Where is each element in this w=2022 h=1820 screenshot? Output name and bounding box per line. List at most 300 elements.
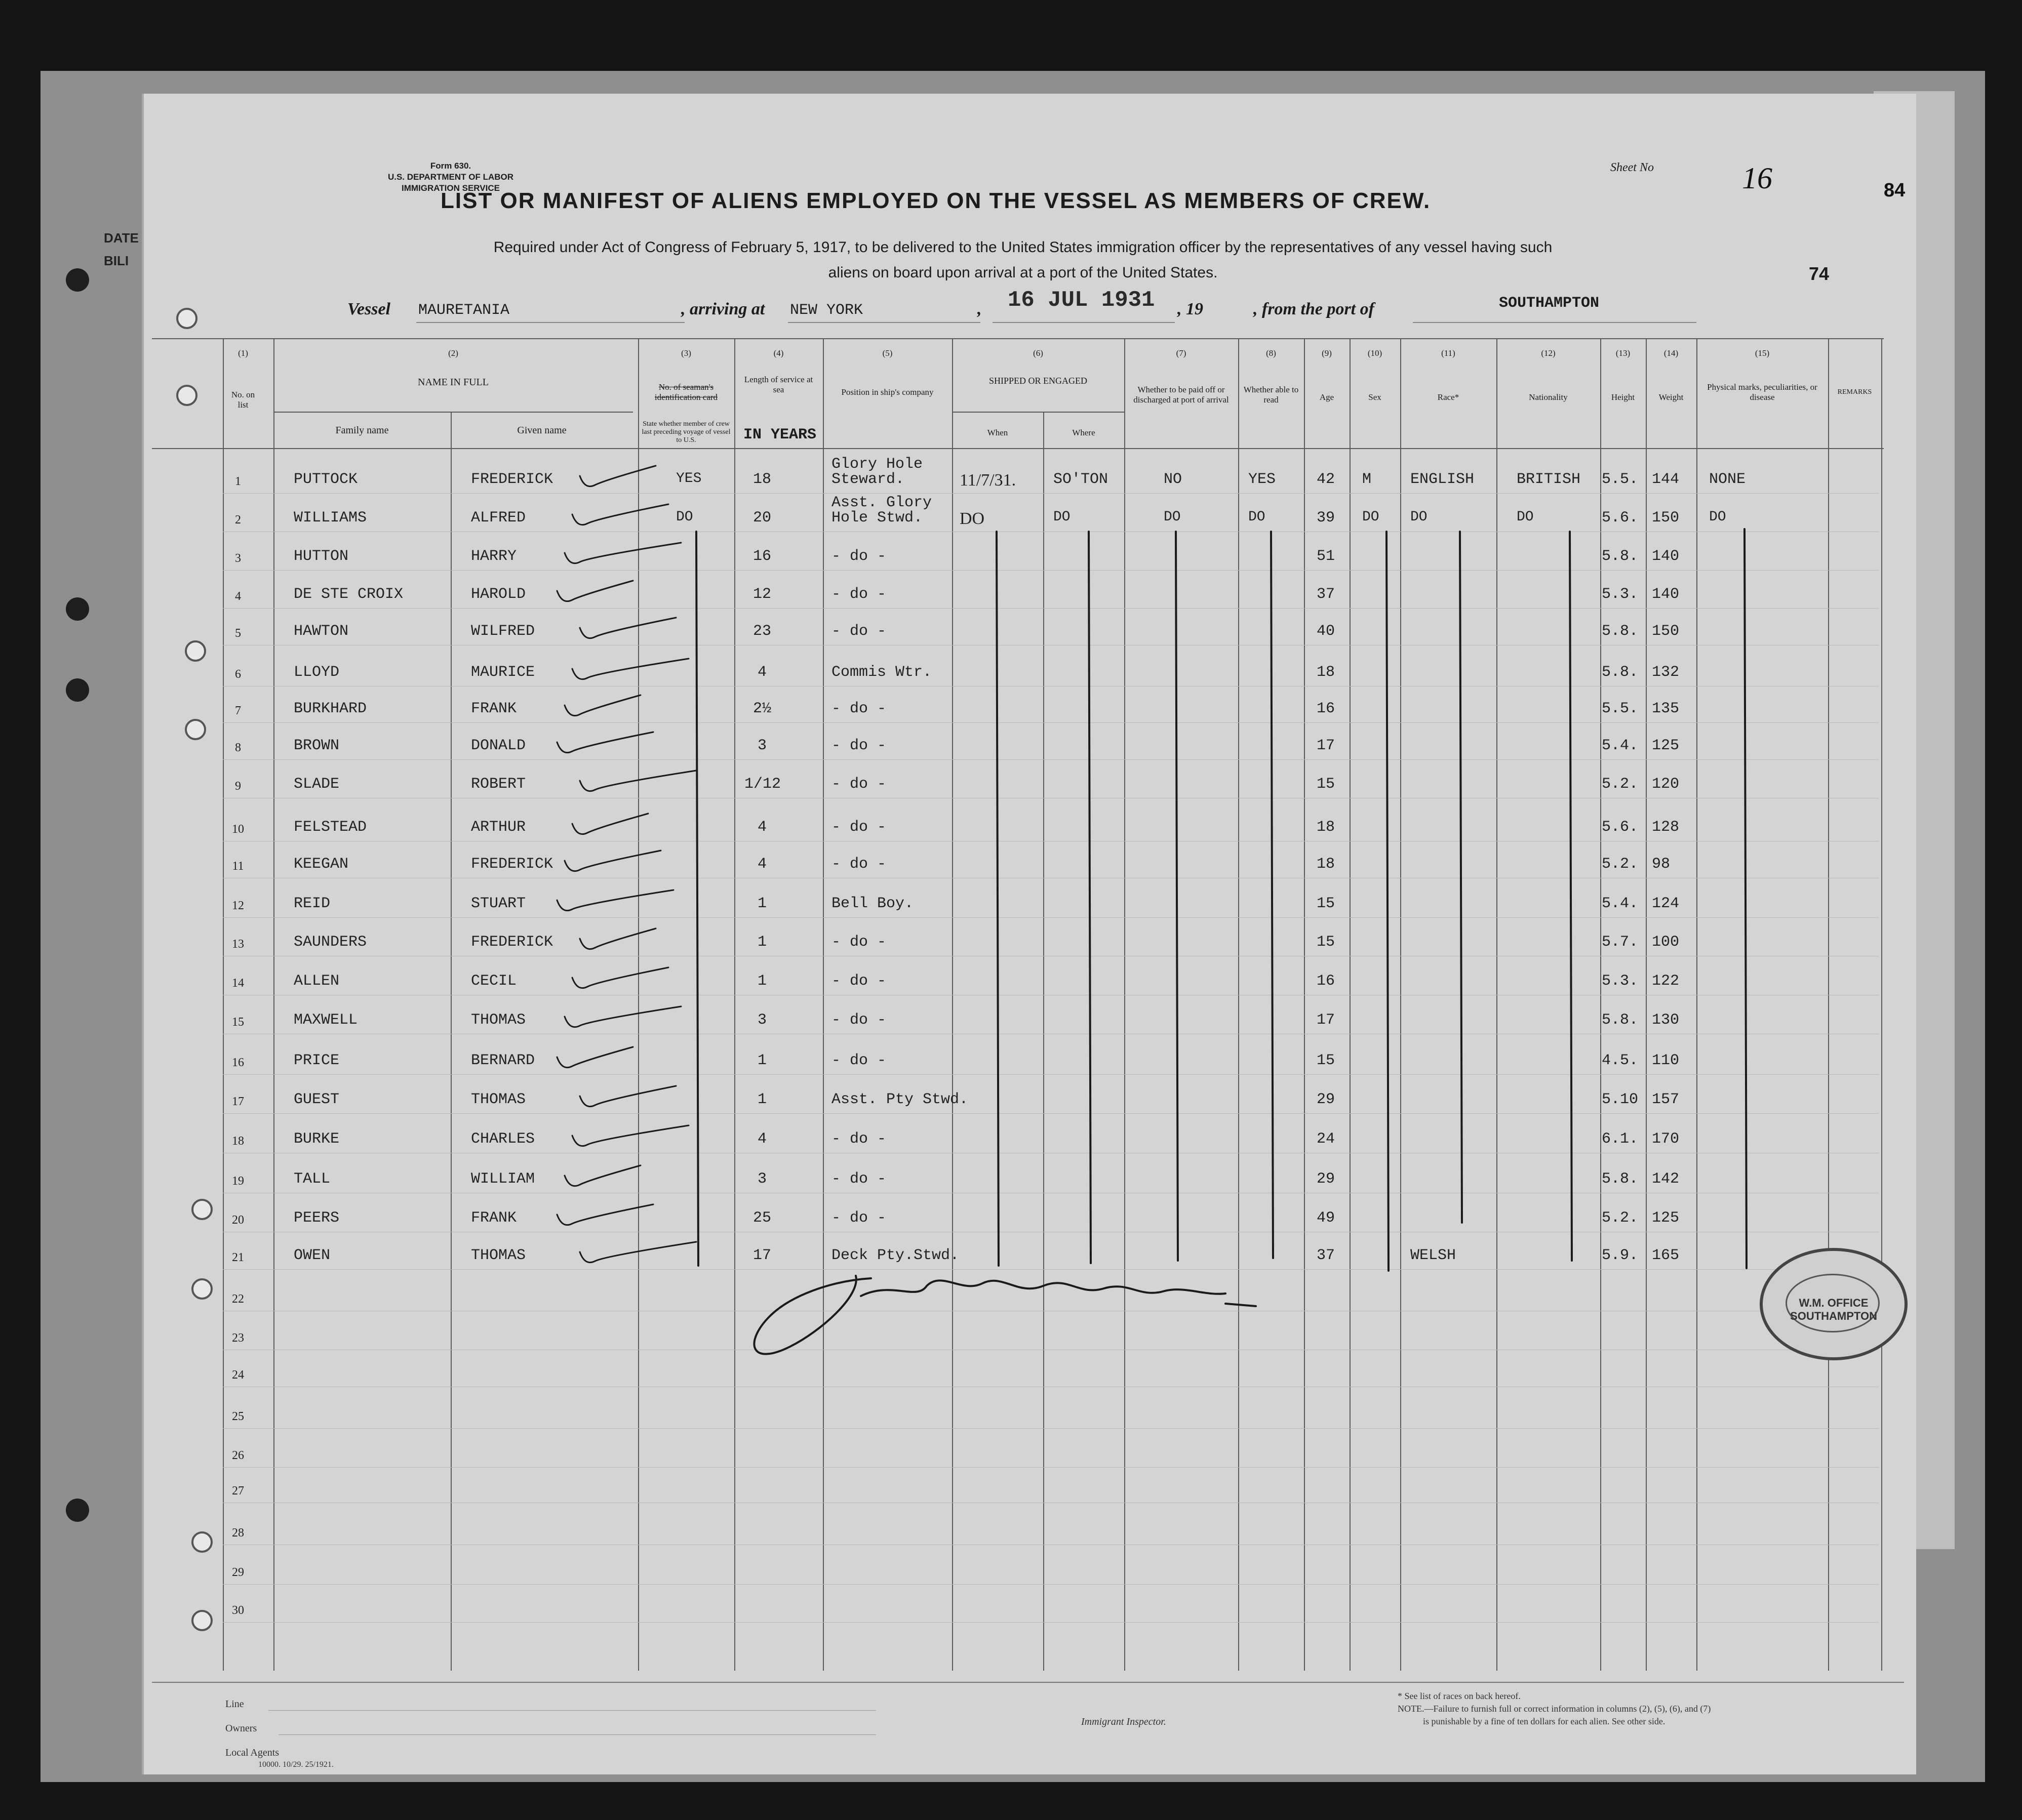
cell-where: SO'TON <box>1053 471 1108 488</box>
subtitle-line1: Required under Act of Congress of February 5, 1917, to be delivered to the United States immigration officer by the representatives of any vessel having such <box>493 239 1553 256</box>
cell-no: 15 <box>232 1016 244 1029</box>
cell-weight: 130 <box>1652 1012 1680 1029</box>
cell-service: 2½ <box>752 700 771 717</box>
cell-position: - do - <box>831 700 887 717</box>
service-label: IMMIGRATION SERVICE <box>402 183 500 193</box>
row-rule <box>223 1113 1879 1114</box>
cell-given: STUART <box>471 895 526 912</box>
cell-given: THOMAS <box>471 1247 526 1264</box>
form-number: Form 630. <box>430 161 471 171</box>
cell-position: - do - <box>831 819 887 836</box>
col-header-physical-marks: Physical marks, peculiarities, or disease <box>1707 382 1817 402</box>
arriving-port: NEW YORK <box>790 302 863 319</box>
table-column-rule <box>638 338 639 1671</box>
vessel-underline <box>416 322 685 323</box>
page-title: LIST OR MANIFEST OF ALIENS EMPLOYED ON THE VESSEL AS MEMBERS OF CREW. <box>441 188 1431 213</box>
cell-weight: 165 <box>1652 1247 1680 1264</box>
table-column-rule <box>952 338 953 1671</box>
sheet-number-value: 16 <box>1742 161 1772 195</box>
cell-given: ARTHUR <box>471 819 526 836</box>
col-header-shipped-or-engaged: SHIPPED OR ENGAGED <box>988 376 1087 386</box>
cell-marks: NONE <box>1709 471 1746 488</box>
cell-family: KEEGAN <box>294 856 349 873</box>
cell-given: WILFRED <box>471 623 535 640</box>
sheet-eyelet <box>191 1610 213 1631</box>
table-column-rule <box>1124 338 1125 1671</box>
row-rule <box>223 722 1879 723</box>
margin-bill-mark: BILI <box>104 253 129 268</box>
cell-family: PRICE <box>294 1052 340 1069</box>
cell-no: 17 <box>232 1095 244 1108</box>
cell-family: BURKHARD <box>294 700 367 717</box>
cell-no: 12 <box>232 899 244 912</box>
cell-given: MAURICE <box>471 664 535 681</box>
date-underline <box>993 322 1175 323</box>
sheet-eyelet <box>191 1278 213 1300</box>
cell-age: 29 <box>1317 1170 1335 1188</box>
cell-height: 5.4. <box>1602 737 1639 754</box>
cell-age: 37 <box>1317 586 1335 603</box>
cell-service: 1 <box>757 895 767 912</box>
table-header-rule <box>152 448 1884 449</box>
footer-local-agents-label: Local Agents <box>225 1747 280 1758</box>
col-header-given-name: Given name <box>517 425 567 436</box>
col-header-able-to-read: Whether able to read <box>1243 385 1299 405</box>
cell-position: - do - <box>831 1170 887 1188</box>
cell-prev: YES <box>676 471 702 487</box>
table-column-rule <box>1304 338 1305 1671</box>
cell-race: DO <box>1410 509 1428 525</box>
cell-given: DONALD <box>471 737 526 754</box>
row-rule <box>223 1074 1879 1075</box>
col-3-number: (3) <box>681 348 691 358</box>
immigrant-inspector-label: Immigrant Inspector. <box>1081 1716 1166 1727</box>
cell-position: - do - <box>831 737 887 754</box>
cell-age: 29 <box>1317 1091 1335 1108</box>
col-header-position: Position in ship's company <box>841 387 934 397</box>
cell-position: Asst. Glory Hole Stwd. <box>831 494 932 527</box>
shipped-subheader-rule <box>952 412 1124 413</box>
cell-no: 2 <box>235 513 241 527</box>
cell-weight: 120 <box>1652 776 1680 793</box>
cell-no: 5 <box>235 627 241 640</box>
row-rule <box>223 1269 1879 1270</box>
cell-position: - do - <box>831 856 887 873</box>
cell-prev: DO <box>676 509 693 525</box>
cell-position: Bell Boy. <box>831 895 914 912</box>
col-13-number: (13) <box>1615 348 1631 358</box>
cell-no: 11 <box>232 860 244 873</box>
cell-no: 24 <box>232 1368 244 1382</box>
cell-height: 5.8. <box>1602 1170 1639 1188</box>
cell-age: 17 <box>1317 737 1335 754</box>
cell-height: 5.3. <box>1602 586 1639 603</box>
sheet-eyelet <box>185 640 206 662</box>
binder-hole <box>66 597 89 621</box>
cell-weight: 128 <box>1652 819 1680 836</box>
cell-height: 5.6. <box>1602 819 1639 836</box>
margin-right-number: 84 <box>1884 180 1906 201</box>
footnote-failure: NOTE.—Failure to furnish full or correct information in columns (2), (5), (6), and (7) <box>1398 1704 1711 1714</box>
cell-sex: DO <box>1362 509 1379 525</box>
cell-given: THOMAS <box>471 1091 526 1108</box>
cell-service: 1 <box>757 1091 767 1108</box>
cell-age: 15 <box>1317 1052 1335 1069</box>
cell-service: 1 <box>757 934 767 951</box>
vessel-label: Vessel <box>347 300 390 318</box>
row-rule <box>223 1584 1879 1585</box>
col-8-number: (8) <box>1266 348 1276 358</box>
cell-age: 40 <box>1317 623 1335 640</box>
cell-read: DO <box>1248 509 1265 525</box>
cell-position: - do - <box>831 548 887 565</box>
cell-weight: 142 <box>1652 1170 1680 1188</box>
row-rule <box>223 1467 1879 1468</box>
cell-no: 1 <box>235 475 241 488</box>
cell-height: 5.8. <box>1602 548 1639 565</box>
cell-marks: DO <box>1709 509 1726 525</box>
cell-no: 25 <box>232 1410 244 1423</box>
cell-no: 4 <box>235 590 241 603</box>
cell-no: 29 <box>232 1566 244 1579</box>
table-column-rule <box>1043 412 1044 1671</box>
cell-family: HAWTON <box>294 623 349 640</box>
cell-age: 39 <box>1317 509 1335 527</box>
cell-family: OWEN <box>294 1247 331 1264</box>
table-column-rule <box>1496 338 1497 1671</box>
cell-given: WILLIAM <box>471 1170 535 1188</box>
cell-age: 18 <box>1317 664 1335 681</box>
row-rule <box>223 1622 1879 1623</box>
cell-height: 5.9. <box>1602 1247 1639 1264</box>
table-column-rule <box>1881 338 1882 1671</box>
cell-where: DO <box>1053 509 1071 525</box>
col-header-in-years: IN YEARS <box>743 426 817 443</box>
col-7-number: (7) <box>1176 348 1186 358</box>
binder-hole <box>66 678 89 702</box>
cell-service: 4 <box>757 664 767 681</box>
col-header-age: Age <box>1319 392 1334 402</box>
cell-position: - do - <box>831 1130 887 1148</box>
subtitle-line2: aliens on board upon arrival at a port of the United States. <box>828 264 1218 281</box>
cell-height: 5.2. <box>1602 776 1639 793</box>
cell-service: 18 <box>752 471 771 488</box>
cell-family: GUEST <box>294 1091 340 1108</box>
cell-age: 17 <box>1317 1012 1335 1029</box>
footer-owners-label: Owners <box>225 1723 257 1734</box>
table-column-rule <box>1646 338 1647 1671</box>
cell-family: MAXWELL <box>294 1012 358 1029</box>
table-top-rule <box>152 338 1884 339</box>
cell-given: CHARLES <box>471 1130 535 1148</box>
arriving-label: , arriving at <box>681 300 765 318</box>
cell-given: FREDERICK <box>471 934 553 951</box>
footnote-fine: is punishable by a fine of ten dollars for each alien. See other side. <box>1423 1716 1666 1726</box>
cell-given: HAROLD <box>471 586 526 603</box>
cell-race: WELSH <box>1410 1247 1456 1264</box>
footer-divider <box>152 1682 1904 1683</box>
col-header-last-voyage: State whether member of crew last preceding voyage of vessel to U.S. <box>642 420 731 444</box>
cell-nat: DO <box>1517 509 1534 525</box>
table-column-rule <box>1238 338 1239 1671</box>
cell-given: FREDERICK <box>471 471 553 488</box>
cell-given: THOMAS <box>471 1012 526 1029</box>
cell-no: 23 <box>232 1331 244 1345</box>
table-column-rule <box>734 338 735 1671</box>
cell-age: 15 <box>1317 895 1335 912</box>
vessel-name: MAURETANIA <box>418 302 510 319</box>
cell-no: 21 <box>232 1251 244 1264</box>
col-12-number: (12) <box>1541 348 1556 358</box>
cell-nat: BRITISH <box>1517 471 1581 488</box>
cell-no: 30 <box>232 1604 244 1617</box>
cell-given: HARRY <box>471 548 517 565</box>
col-9-number: (9) <box>1322 348 1332 358</box>
cell-weight: 140 <box>1652 548 1680 565</box>
col-2-number: (2) <box>448 348 458 358</box>
arriving-underline <box>788 322 980 323</box>
margin-date-mark: DATE <box>104 230 139 246</box>
cell-age: 18 <box>1317 856 1335 873</box>
cell-position: - do - <box>831 586 887 603</box>
stamp-text: W.M. OFFICE SOUTHAMPTON <box>1790 1297 1877 1322</box>
col-header-name-in-full: NAME IN FULL <box>418 377 489 388</box>
cell-given: FREDERICK <box>471 856 553 873</box>
cell-height: 5.6. <box>1602 509 1639 527</box>
col-header-nationality: Nationality <box>1529 392 1568 402</box>
cell-family: TALL <box>294 1170 331 1188</box>
cell-position: - do - <box>831 1012 887 1029</box>
col-header-where: Where <box>1072 428 1095 437</box>
cell-age: 15 <box>1317 934 1335 951</box>
cell-paid: DO <box>1164 509 1181 525</box>
cell-no: 19 <box>232 1175 244 1188</box>
table-column-rule <box>1600 338 1601 1671</box>
office-stamp <box>1760 1248 1908 1360</box>
from-port-underline <box>1413 322 1696 323</box>
cell-family: LLOYD <box>294 664 340 681</box>
cell-service: 23 <box>752 623 771 640</box>
cell-race: ENGLISH <box>1410 471 1475 488</box>
table-column-rule <box>1400 338 1401 1671</box>
cell-height: 5.8. <box>1602 1012 1639 1029</box>
cell-weight: 135 <box>1652 700 1680 717</box>
col-15-number: (15) <box>1755 348 1770 358</box>
col-6-number: (6) <box>1033 348 1043 358</box>
cell-weight: 122 <box>1652 973 1680 990</box>
cell-height: 5.7. <box>1602 934 1639 951</box>
cell-family: BROWN <box>294 737 340 754</box>
cell-service: 25 <box>752 1209 771 1227</box>
cell-service: 3 <box>757 737 767 754</box>
name-subheader-rule <box>273 412 633 413</box>
cell-service: 1 <box>757 1052 767 1069</box>
cell-age: 16 <box>1317 700 1335 717</box>
cell-given: ALFRED <box>471 509 526 527</box>
cell-no: 22 <box>232 1292 244 1306</box>
cell-service: 4 <box>757 819 767 836</box>
binder-hole <box>66 268 89 292</box>
cell-age: 37 <box>1317 1247 1335 1264</box>
sheet-eyelet <box>185 719 206 740</box>
cell-position: Glory Hole Steward. <box>831 456 923 488</box>
col-header-weight: Weight <box>1658 392 1684 402</box>
cell-no: 7 <box>235 704 241 717</box>
cell-height: 5.5. <box>1602 471 1639 488</box>
col-header-height: Height <box>1611 392 1635 402</box>
sheet-eyelet <box>176 385 197 406</box>
col-11-number: (11) <box>1441 348 1455 358</box>
cell-position: - do - <box>831 623 887 640</box>
cell-position: - do - <box>831 1209 887 1227</box>
col-4-number: (4) <box>773 348 784 358</box>
cell-no: 18 <box>232 1135 244 1148</box>
cell-no: 3 <box>235 552 241 565</box>
cell-given: FRANK <box>471 1209 517 1227</box>
cell-given: FRANK <box>471 700 517 717</box>
footnote-races: * See list of races on back hereof. <box>1398 1691 1521 1701</box>
row-rule <box>223 759 1879 760</box>
table-column-rule <box>451 412 452 1671</box>
cell-no: 16 <box>232 1056 244 1069</box>
cell-family: SLADE <box>294 776 340 793</box>
sheet-eyelet <box>176 308 197 329</box>
cell-height: 5.5. <box>1602 700 1639 717</box>
cell-position: - do - <box>831 934 887 951</box>
page-reference: 74 <box>1809 263 1830 284</box>
cell-no: 6 <box>235 668 241 681</box>
sheet-eyelet <box>191 1199 213 1220</box>
cell-no: 13 <box>232 938 244 951</box>
cell-height: 5.2. <box>1602 856 1639 873</box>
col-header-no-on-list: No. on list <box>231 390 255 410</box>
cell-service: 4 <box>757 1130 767 1148</box>
cell-family: BURKE <box>294 1130 340 1148</box>
table-column-rule <box>1828 338 1829 1671</box>
cell-no: 28 <box>232 1526 244 1540</box>
cell-family: WILLIAMS <box>294 509 367 527</box>
cell-position: - do - <box>831 776 887 793</box>
col-header-remarks: REMARKS <box>1837 388 1872 396</box>
from-port-label: , from the port of <box>1253 300 1374 318</box>
cell-paid: NO <box>1164 471 1182 488</box>
cell-weight: 125 <box>1652 737 1680 754</box>
cell-family: ALLEN <box>294 973 340 990</box>
cell-height: 5.10 <box>1602 1091 1639 1108</box>
footer-print-code: 10000. 10/29. 25/1921. <box>258 1760 334 1769</box>
cell-position: Deck Pty.Stwd. <box>831 1247 960 1264</box>
cell-position: Commis Wtr. <box>831 664 932 681</box>
cell-no: 20 <box>232 1214 244 1227</box>
cell-position: - do - <box>831 973 887 990</box>
cell-no: 10 <box>232 823 244 836</box>
col-header-sex: Sex <box>1368 392 1381 402</box>
cell-read: YES <box>1248 471 1276 488</box>
cell-weight: 157 <box>1652 1091 1680 1108</box>
col-header-family-name: Family name <box>335 425 389 436</box>
cell-weight: 170 <box>1652 1130 1680 1148</box>
year-label: , 19 <box>1177 300 1203 318</box>
cell-position: Asst. Pty Stwd. <box>831 1091 969 1108</box>
cell-weight: 100 <box>1652 934 1680 951</box>
department-label: U.S. DEPARTMENT OF LABOR <box>387 172 514 182</box>
cell-height: 5.4. <box>1602 895 1639 912</box>
cell-weight: 110 <box>1652 1052 1680 1069</box>
cell-age: 49 <box>1317 1209 1335 1227</box>
table-column-rule <box>273 338 274 1671</box>
cell-no: 9 <box>235 780 241 793</box>
cell-height: 5.8. <box>1602 623 1639 640</box>
col-1-number: (1) <box>238 348 248 358</box>
cell-when: DO <box>960 509 985 528</box>
cell-height: 5.2. <box>1602 1209 1639 1227</box>
footer-line-label: Line <box>225 1698 244 1710</box>
cell-service: 17 <box>752 1247 771 1264</box>
col-10-number: (10) <box>1367 348 1382 358</box>
row-rule <box>223 608 1879 609</box>
cell-weight: 140 <box>1652 586 1680 603</box>
table-column-rule <box>223 338 224 1671</box>
cell-weight: 150 <box>1652 623 1680 640</box>
cell-weight: 124 <box>1652 895 1680 912</box>
cell-service: 16 <box>752 548 771 565</box>
cell-when: 11/7/31. <box>960 471 1016 490</box>
cell-family: DE STE CROIX <box>294 586 404 603</box>
cell-family: PEERS <box>294 1209 340 1227</box>
cell-weight: 132 <box>1652 664 1680 681</box>
cell-given: CECIL <box>471 973 517 990</box>
cell-service: 12 <box>752 586 771 603</box>
row-rule <box>223 493 1879 494</box>
cell-no: 14 <box>232 977 244 990</box>
from-port: SOUTHAMPTON <box>1499 295 1600 312</box>
cell-given: ROBERT <box>471 776 526 793</box>
cell-no: 26 <box>232 1449 244 1462</box>
sheet-number-label: Sheet No <box>1610 161 1654 174</box>
col-14-number: (14) <box>1663 348 1679 358</box>
row-rule <box>223 917 1879 918</box>
cell-family: PUTTOCK <box>294 471 358 488</box>
cell-age: 15 <box>1317 776 1335 793</box>
cell-no: 27 <box>232 1484 244 1498</box>
cell-height: 5.8. <box>1602 664 1639 681</box>
cell-weight: 150 <box>1652 509 1680 527</box>
cell-height: 5.3. <box>1602 973 1639 990</box>
cell-age: 42 <box>1317 471 1335 488</box>
cell-service: 20 <box>752 509 771 527</box>
cell-age: 24 <box>1317 1130 1335 1148</box>
cell-family: HUTTON <box>294 548 349 565</box>
cell-service: 1/12 <box>744 776 781 793</box>
col-header-when: When <box>987 428 1008 437</box>
table-column-rule <box>823 338 824 1671</box>
table-column-rule <box>1696 338 1697 1671</box>
row-rule <box>223 1428 1879 1429</box>
cell-service: 4 <box>757 856 767 873</box>
cell-service: 1 <box>757 973 767 990</box>
cell-height: 6.1. <box>1602 1130 1639 1148</box>
table-column-rule <box>1350 338 1351 1671</box>
cell-sex: M <box>1362 471 1372 488</box>
cell-weight: 144 <box>1652 471 1680 488</box>
col-header-length-of-service: Length of service at sea <box>744 375 813 394</box>
cell-age: 16 <box>1317 973 1335 990</box>
cell-age: 51 <box>1317 548 1335 565</box>
cell-given: BERNARD <box>471 1052 535 1069</box>
col-5-number: (5) <box>882 348 893 358</box>
cell-family: FELSTEAD <box>294 819 367 836</box>
col-header-race: Race* <box>1437 392 1459 402</box>
